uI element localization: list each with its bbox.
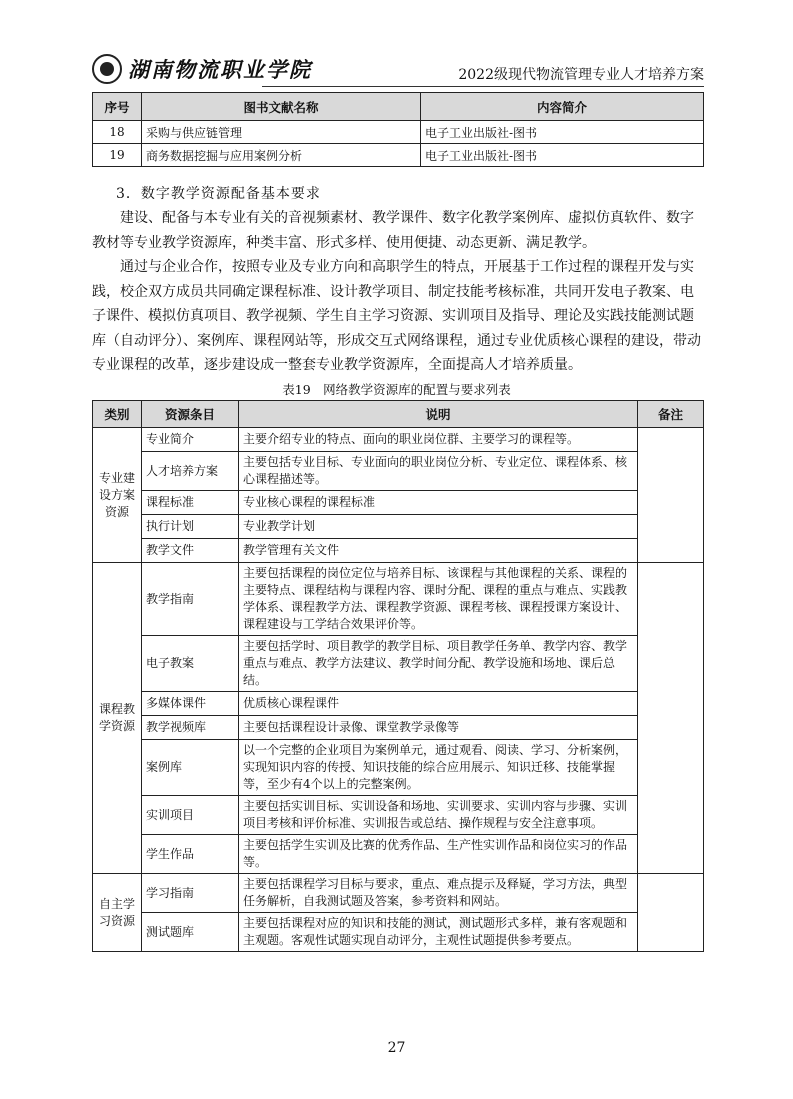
book-list-table bbox=[92, 92, 704, 167]
cell-description: 主要包括实训目标、实训设备和场地、实训要求、实训内容与步骤、实训项目考核和评价标准、实训报告或总结、操作规程与安全注意事项。 bbox=[239, 796, 638, 835]
cell-summary: 电子工业出版社-图书 bbox=[421, 144, 704, 167]
cell-description: 主要介绍专业的特点、面向的职业岗位群、主要学习的课程等。 bbox=[239, 428, 638, 452]
section-heading: 3．数字教学资源配备基本要求 bbox=[116, 186, 321, 202]
table-row bbox=[93, 636, 704, 692]
cell-item: 课程标准 bbox=[142, 491, 239, 515]
cell-item: 教学视频库 bbox=[142, 716, 239, 740]
cell-item: 案例库 bbox=[142, 740, 239, 796]
cell-description: 主要包括课程设计录像、课堂教学录像等 bbox=[239, 716, 638, 740]
cell-index: 18 bbox=[93, 121, 142, 144]
cell-item: 电子教案 bbox=[142, 636, 239, 692]
table-row bbox=[93, 740, 704, 796]
cell-item: 教学指南 bbox=[142, 563, 239, 636]
school-logo bbox=[92, 52, 312, 86]
table-row bbox=[93, 121, 704, 144]
table-caption: 表19 网络教学资源库的配置与要求列表 bbox=[282, 382, 511, 397]
cell-summary: 电子工业出版社-图书 bbox=[421, 121, 704, 144]
cell-title: 采购与供应链管理 bbox=[142, 121, 421, 144]
cell-item: 人才培养方案 bbox=[142, 452, 239, 491]
table-row bbox=[93, 796, 704, 835]
school-seal-icon bbox=[92, 54, 122, 84]
table-row bbox=[93, 428, 704, 452]
table-row bbox=[93, 144, 704, 167]
cell-item: 实训项目 bbox=[142, 796, 239, 835]
cell-category: 自主学习资源 bbox=[93, 874, 142, 952]
cell-description: 以一个完整的企业项目为案例单元，通过观看、阅读、学习、分析案例，实现知识内容的传授、知识技能的综合应用展示、知识迁移、技能掌握等，至少有4个以上的完整案例。 bbox=[239, 740, 638, 796]
cell-category: 课程教学资源 bbox=[93, 563, 142, 874]
header-rule bbox=[262, 86, 704, 87]
table-row bbox=[93, 539, 704, 563]
cell-title: 商务数据挖掘与应用案例分析 bbox=[142, 144, 421, 167]
col-header-summary: 内容简介 bbox=[421, 93, 704, 121]
table-row bbox=[93, 563, 704, 636]
cell-item: 执行计划 bbox=[142, 515, 239, 539]
cell-remark bbox=[638, 563, 704, 874]
paragraph: 通过与企业合作，按照专业及专业方向和高职学生的特点，开展基于工作过程的课程开发与实践，校企双方成员共同确定课程标准、设计教学项目、制定技能考核标准，共同开发电子教案、电子课件、模拟仿真项目、教学视频、学生自主学习资源、实训项目及指导、理论及实践技能测试题库（自动评分）、案例库、课程网站等，形成交互式网络课程，通过专业优质核心课程的建设，带动专业课程的改革，逐步建设成一整套专业教学资源库，全面提高人才培养质量。 bbox=[92, 259, 701, 373]
table-row bbox=[93, 716, 704, 740]
col-header-index: 序号 bbox=[93, 93, 142, 121]
table-header-row bbox=[93, 93, 704, 121]
cell-description: 主要包括课程学习目标与要求，重点、难点提示及释疑，学习方法，典型任务解析，自我测试题及答案，参考资料和网站。 bbox=[239, 874, 638, 913]
paragraph: 建设、配备与本专业有关的音视频素材、教学课件、数字化教学案例库、虚拟仿真软件、数字教材等专业教学资源库，种类丰富、形式多样、使用便捷、动态更新、满足教学。 bbox=[92, 210, 694, 251]
cell-index: 19 bbox=[93, 144, 142, 167]
cell-category: 专业建设方案资源 bbox=[93, 428, 142, 563]
col-header-title: 图书文献名称 bbox=[142, 93, 421, 121]
cell-description: 专业核心课程的课程标准 bbox=[239, 491, 638, 515]
logo-text: 湖南物流职业学院 bbox=[128, 57, 312, 82]
cell-item: 教学文件 bbox=[142, 539, 239, 563]
cell-item: 学习指南 bbox=[142, 874, 239, 913]
cell-item: 测试题库 bbox=[142, 913, 239, 952]
table-row bbox=[93, 835, 704, 874]
col-header-remark: 备注 bbox=[638, 401, 704, 428]
cell-description: 主要包括学生实训及比赛的优秀作品、生产性实训作品和岗位实习的作品等。 bbox=[239, 835, 638, 874]
resource-table bbox=[92, 400, 704, 952]
cell-description: 优质核心课程课件 bbox=[239, 692, 638, 716]
col-header-description: 说明 bbox=[239, 401, 638, 428]
cell-item: 多媒体课件 bbox=[142, 692, 239, 716]
cell-description: 主要包括课程的岗位定位与培养目标、该课程与其他课程的关系、课程的主要特点、课程结构与课程内容、课时分配、课程的重点与难点、实践教学体系、课程教学方法、课程教学资源、课程考核、课程授课方案设计、课程建设与工学结合效果评价等。 bbox=[239, 563, 638, 636]
document-title: 2022级现代物流管理专业人才培养方案 bbox=[458, 67, 704, 83]
cell-item: 学生作品 bbox=[142, 835, 239, 874]
cell-description: 主要包括课程对应的知识和技能的测试，测试题形式多样，兼有客观题和主观题。客观性试题实现自动评分，主观性试题提供参考要点。 bbox=[239, 913, 638, 952]
col-header-item: 资源条目 bbox=[142, 401, 239, 428]
table-row bbox=[93, 913, 704, 952]
cell-remark bbox=[638, 874, 704, 952]
cell-item: 专业简介 bbox=[142, 428, 239, 452]
table-row bbox=[93, 692, 704, 716]
table-row bbox=[93, 491, 704, 515]
table-row bbox=[93, 452, 704, 491]
cell-description: 主要包括学时、项目教学的教学目标、项目教学任务单、教学内容、教学重点与难点、教学方法建议、教学时间分配、教学设施和场地、课后总结。 bbox=[239, 636, 638, 692]
cell-description: 教学管理有关文件 bbox=[239, 539, 638, 563]
table-row bbox=[93, 874, 704, 913]
page-header bbox=[92, 52, 704, 88]
table-header-row bbox=[93, 401, 704, 428]
cell-remark bbox=[638, 428, 704, 563]
page-number: 27 bbox=[387, 1040, 406, 1056]
cell-description: 主要包括专业目标、专业面向的职业岗位分析、专业定位、课程体系、核心课程描述等。 bbox=[239, 452, 638, 491]
cell-description: 专业教学计划 bbox=[239, 515, 638, 539]
table-row bbox=[93, 515, 704, 539]
col-header-category: 类别 bbox=[93, 401, 142, 428]
